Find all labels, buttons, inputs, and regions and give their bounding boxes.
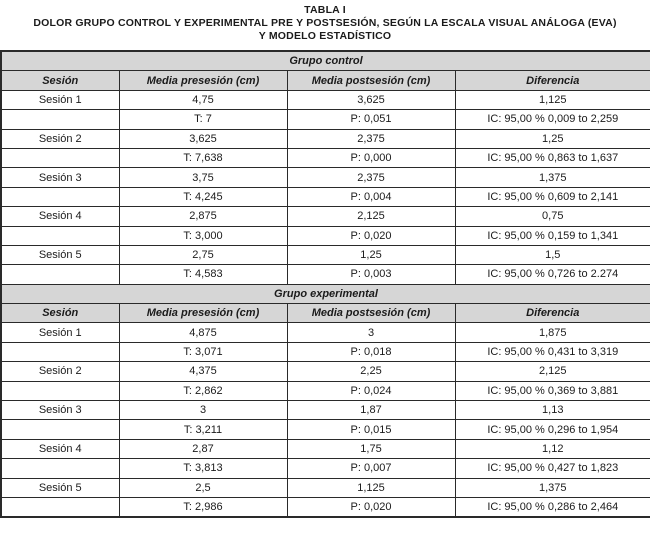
table-cell: IC: 95,00 % 0,159 to 1,341: [455, 226, 650, 245]
table-cell: P: 0,018: [287, 342, 455, 361]
table-cell: 1,125: [455, 90, 650, 109]
column-header: Diferencia: [455, 71, 650, 90]
table-cell: [1, 497, 119, 517]
table-cell: 1,13: [455, 401, 650, 420]
column-header: Sesión: [1, 304, 119, 323]
table-cell: T: 4,245: [119, 187, 287, 206]
table-cell: T: 7: [119, 110, 287, 129]
table-cell: 0,75: [455, 207, 650, 226]
table-cell: IC: 95,00 % 0,427 to 1,823: [455, 459, 650, 478]
table-row: [1, 110, 650, 129]
table-cell: Sesión 5: [1, 245, 119, 264]
table-cell: Sesión 2: [1, 362, 119, 381]
table-cell: [1, 110, 119, 129]
table-cell: 1,125: [287, 478, 455, 497]
table-cell: P: 0,024: [287, 381, 455, 400]
table-cell: 1,375: [455, 168, 650, 187]
table-cell: 2,75: [119, 245, 287, 264]
table-cell: T: 2,862: [119, 381, 287, 400]
table-cell: IC: 95,00 % 0,431 to 3,319: [455, 342, 650, 361]
table-cell: 2,375: [287, 168, 455, 187]
group-header-row: [1, 51, 650, 71]
table-cell: T: 3,071: [119, 342, 287, 361]
table-row: [1, 401, 650, 420]
table-cell: Sesión 1: [1, 323, 119, 342]
table-cell: [1, 420, 119, 439]
table-row: [1, 148, 650, 167]
table-cell: 1,25: [287, 245, 455, 264]
table-row: [1, 381, 650, 400]
table-cell: Sesión 3: [1, 168, 119, 187]
table-cell: 1,87: [287, 401, 455, 420]
table-cell: 3: [287, 323, 455, 342]
table-cell: 4,875: [119, 323, 287, 342]
table-cell: [1, 148, 119, 167]
table-cell: P: 0,004: [287, 187, 455, 206]
table-cell: IC: 95,00 % 0,009 to 2,259: [455, 110, 650, 129]
group-label: Grupo control: [1, 51, 650, 71]
table-cell: 4,375: [119, 362, 287, 381]
group-header-row: [1, 284, 650, 303]
table-cell: 1,25: [455, 129, 650, 148]
table-cell: P: 0,003: [287, 265, 455, 284]
table-cell: P: 0,007: [287, 459, 455, 478]
column-header: Media presesión (cm): [119, 304, 287, 323]
group-label: Grupo experimental: [1, 284, 650, 303]
data-table: [0, 50, 650, 518]
table-cell: Sesión 4: [1, 207, 119, 226]
data-table-body: [1, 51, 650, 517]
table-row: [1, 342, 650, 361]
table-row: [1, 245, 650, 264]
table-cell: T: 3,813: [119, 459, 287, 478]
table-cell: 2,25: [287, 362, 455, 381]
table-cell: T: 2,986: [119, 497, 287, 517]
table-row: [1, 362, 650, 381]
table-cell: 1,75: [287, 439, 455, 458]
table-cell: P: 0,015: [287, 420, 455, 439]
table-cell: P: 0,020: [287, 497, 455, 517]
table-cell: 1,5: [455, 245, 650, 264]
table-cell: 2,375: [287, 129, 455, 148]
column-header: Media postsesión (cm): [287, 71, 455, 90]
table-row: [1, 497, 650, 517]
table-cell: 1,12: [455, 439, 650, 458]
table-cell: [1, 265, 119, 284]
table-cell: IC: 95,00 % 0,296 to 1,954: [455, 420, 650, 439]
table-cell: IC: 95,00 % 0,863 to 1,637: [455, 148, 650, 167]
table-cell: T: 3,000: [119, 226, 287, 245]
table-cell: Sesión 3: [1, 401, 119, 420]
table-row: [1, 265, 650, 284]
column-header: Diferencia: [455, 304, 650, 323]
table-cell: 3,625: [119, 129, 287, 148]
column-header: Sesión: [1, 71, 119, 90]
table-cell: 3,75: [119, 168, 287, 187]
table-cell: [1, 187, 119, 206]
table-row: [1, 187, 650, 206]
table-cell: P: 0,000: [287, 148, 455, 167]
table-row: [1, 439, 650, 458]
table-cell: IC: 95,00 % 0,609 to 2,141: [455, 187, 650, 206]
table-cell: T: 7,638: [119, 148, 287, 167]
table-row: [1, 207, 650, 226]
table-cell: [1, 226, 119, 245]
table-row: [1, 226, 650, 245]
table-cell: 3,625: [287, 90, 455, 109]
table-cell: IC: 95,00 % 0,369 to 3,881: [455, 381, 650, 400]
table-row: [1, 478, 650, 497]
table-cell: 1,875: [455, 323, 650, 342]
table-cell: IC: 95,00 % 0,726 to 2.274: [455, 265, 650, 284]
table-row: [1, 323, 650, 342]
table-cell: Sesión 2: [1, 129, 119, 148]
column-header: Media postsesión (cm): [287, 304, 455, 323]
table-cell: [1, 459, 119, 478]
table-cell: IC: 95,00 % 0,286 to 2,464: [455, 497, 650, 517]
table-cell: Sesión 5: [1, 478, 119, 497]
column-header-row: [1, 71, 650, 90]
table-row: [1, 420, 650, 439]
table-cell: [1, 342, 119, 361]
table-cell: 3: [119, 401, 287, 420]
table-cell: Sesión 4: [1, 439, 119, 458]
table-row: [1, 459, 650, 478]
table-row: [1, 168, 650, 187]
table-caption-line2: Y MODELO ESTADÍSTICO: [258, 30, 392, 42]
table-cell: T: 3,211: [119, 420, 287, 439]
table-cell: P: 0,051: [287, 110, 455, 129]
table-cell: 2,875: [119, 207, 287, 226]
table-cell: T: 4,583: [119, 265, 287, 284]
table-cell: 2,5: [119, 478, 287, 497]
table-cell: 2,87: [119, 439, 287, 458]
table-number: TABLA I: [304, 4, 346, 16]
table-title: [0, 4, 650, 43]
table-cell: 2,125: [455, 362, 650, 381]
column-header: Media presesión (cm): [119, 71, 287, 90]
table-cell: 1,375: [455, 478, 650, 497]
table-row: [1, 129, 650, 148]
table-cell: 4,75: [119, 90, 287, 109]
column-header-row: [1, 304, 650, 323]
table-row: [1, 90, 650, 109]
table-cell: 2,125: [287, 207, 455, 226]
table-caption-line1: DOLOR GRUPO CONTROL Y EXPERIMENTAL PRE Y POSTSESIÓN, SEGÚN LA ESCALA VISUAL ANÁLOGA (EVA): [33, 17, 617, 29]
table-cell: [1, 381, 119, 400]
table-cell: Sesión 1: [1, 90, 119, 109]
table-cell: P: 0,020: [287, 226, 455, 245]
